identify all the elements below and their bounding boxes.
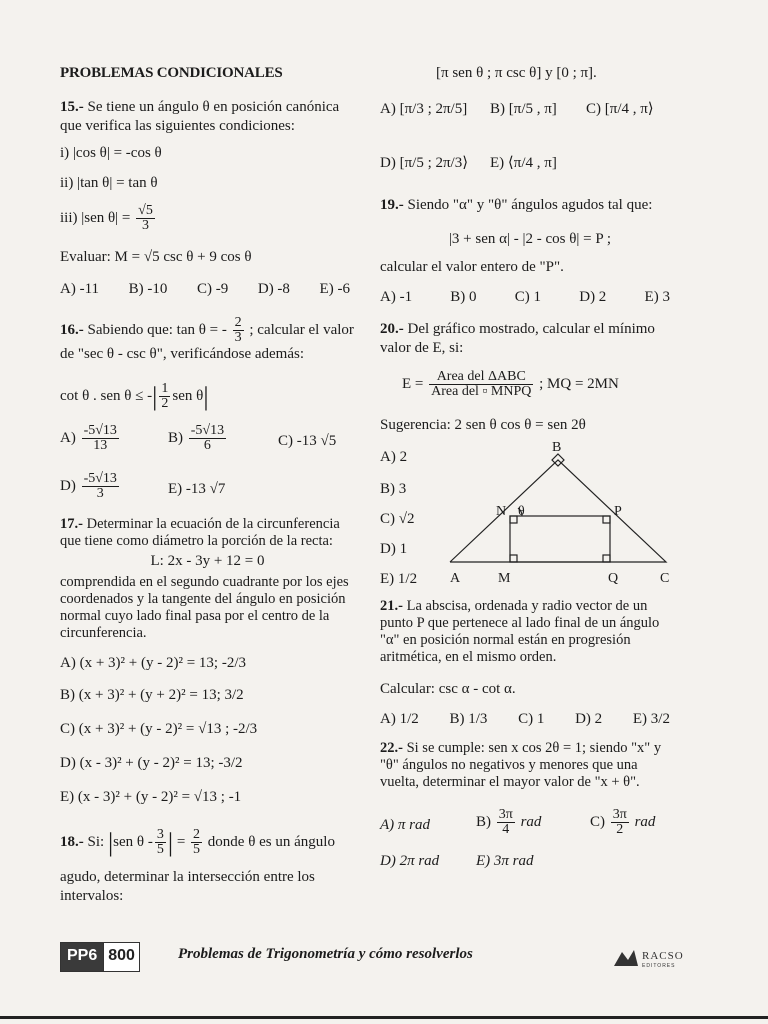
problem-19: 19.- Siendo "α" y "θ" ángulos agudos tal que: (380, 197, 653, 213)
option-b: B) $\frac{-5√13}{6}$ (168, 423, 225, 453)
hint: Sugerencia: 2 sen θ cos θ = sen 2θ (380, 417, 586, 433)
book-title: Problemas de Trigonometría y cómo resolverlos (178, 946, 473, 962)
option-e: E) (x - 3)² + (y - 2)² = √13 ; -1 (60, 789, 242, 805)
options-15 (60, 280, 350, 299)
option-b: B) 1/3 (449, 711, 488, 727)
problem-22: 22.- Si se cumple: sen x cos 2θ = 1; siendo "x" y "θ" ángulos no negativos y menores que una vuelta, determinar el mayor valor de "x + θ". (380, 740, 662, 790)
option-d: D) -8 (257, 281, 290, 297)
problem-16: 16.- Sabiendo que: tan θ = - $\frac{2}{3}$ ; calcular el valor de "sec θ - csc θ", verificándose además: (60, 315, 354, 362)
option-e: E) 3π rad (476, 853, 534, 869)
option-d: D) 2 (575, 711, 603, 727)
option-c: C) 1 (514, 289, 542, 305)
formula-E: E = $\frac{\text{Area del ΔABC}}{\text{Area del ▫ MNPQ}}$ ; MQ = 2MN (402, 369, 619, 399)
evaluate-line: Evaluar: M = √5 csc θ + 9 cos θ (60, 249, 252, 265)
option-d: D) 2π rad (380, 853, 440, 869)
problem-20: 20.- Del gráfico mostrado, calcular el mínimo valor de E, si: (380, 321, 655, 356)
problem-15 (60, 98, 355, 136)
option-b: B) 3 (380, 481, 407, 497)
option-b: B) -10 (128, 281, 168, 297)
triangle-figure (444, 440, 680, 590)
page-badge (60, 942, 140, 972)
option-b: B) (x + 3)² + (y + 2)² = 13; 3/2 (60, 687, 244, 703)
option-c: C) [π/4 , π⟩ (586, 101, 654, 117)
scan-edge-line (0, 1016, 768, 1019)
condition-2: ii) |tan θ| = tan θ (60, 175, 158, 191)
intervals: [π sen θ ; π csc θ] y [0 ; π]. (436, 65, 597, 81)
option-a: A) π rad (380, 817, 431, 833)
problem-21: 21.- La abscisa, ordenada y radio vector de un punto P que pertenece al lado final de un ángulo "α" en posición normal están en progresión aritmética, en el mismo orden. (380, 598, 660, 665)
option-e: E) 1/2 (380, 571, 418, 587)
condition-1: i) |cos θ| = -cos θ (60, 145, 162, 161)
page-number: 800 (103, 943, 139, 971)
option-a: A) -11 (60, 281, 100, 297)
option-a: A) 1/2 (380, 711, 419, 727)
problem-number: 21.- (380, 598, 403, 614)
badge-code: PP6 (61, 943, 103, 971)
problem-17-text2: comprendida en el segundo cuadrante por los ejes coordenados y la tangente del ángulo en posición normal cuyo lado final pasa por el centro de la circunferencia. (60, 574, 349, 641)
option-d: D) [π/5 ; 2π/3⟩ (380, 155, 469, 171)
option-a: A) [π/3 ; 2π/5] (380, 101, 468, 117)
problem-number: 22.- (380, 740, 403, 756)
line-equation: L: 2x - 3y + 12 = 0 (150, 553, 265, 569)
option-e: E) ⟨π/4 , π] (490, 155, 557, 171)
option-c: C) -13 √5 (278, 433, 337, 449)
option-c: C) $\frac{3\pi}{2}$ rad (590, 807, 656, 837)
section-title: PROBLEMAS CONDICIONALES (60, 65, 283, 81)
calc-21: Calcular: csc α - cot α. (380, 681, 516, 697)
problem-number: 15.- (60, 99, 84, 115)
problem-17: 17.- Determinar la ecuación de la circunferencia que tiene como diámetro la porción de la recta: (60, 516, 340, 549)
condition-16: cot θ . sen θ ≤ -| $\frac{1}{2}$ sen θ| (60, 381, 209, 411)
option-a: A) (x + 3)² + (y - 2)² = 13; -2/3 (60, 655, 247, 671)
option-b: B) 0 (450, 289, 477, 305)
fraction: $\frac{2}{3}$ (234, 315, 242, 345)
option-e: E) 3/2 (632, 711, 670, 727)
option-d: D) $\frac{-5√13}{3}$ (60, 471, 117, 501)
label-B: B (552, 440, 562, 455)
option-a: A) $\frac{-5√13}{13}$ (60, 423, 117, 453)
problem-number: 18.- (60, 833, 84, 850)
problem-number: 20.- (380, 321, 404, 337)
label-theta: θ (518, 504, 525, 519)
problem-text: Se tiene un ángulo θ en posición canónica que verifica las siguientes condiciones: (60, 99, 340, 134)
svg-text:RACSO: RACSO (642, 950, 684, 962)
label-N: N (496, 504, 507, 519)
option-e: E) -13 √7 (168, 481, 226, 497)
problem-number: 16.- (60, 321, 84, 338)
option-d: D) (x - 3)² + (y - 2)² = 13; -3/2 (60, 755, 243, 771)
option-d: D) 1 (380, 541, 408, 557)
option-c: C) 1 (518, 711, 545, 727)
option-c: C) √2 (380, 511, 415, 527)
fraction: $\frac{√5}{3}$ (138, 203, 153, 233)
problem-number: 19.- (380, 197, 404, 213)
problem-18-text2: agudo, determinar la intersección entre los intervalos: (60, 869, 315, 904)
option-e: E) 3 (644, 289, 670, 305)
problem-19-text2: calcular el valor entero de "P". (380, 259, 564, 275)
condition-3: iii) |sen θ| = $\frac{√5}{3}$ (60, 203, 153, 233)
label-A: A (450, 571, 461, 586)
option-c: C) -9 (197, 281, 229, 297)
option-c: C) (x + 3)² + (y - 2)² = √13 ; -2/3 (60, 721, 258, 737)
equation-19: |3 + sen α| - |2 - cos θ| = P ; (448, 231, 612, 247)
label-C: C (660, 571, 670, 586)
options-19 (380, 288, 670, 307)
triangle-abc (450, 460, 666, 562)
option-b: B) $\frac{3\pi}{4}$ rad (476, 807, 542, 837)
publisher-logo (612, 946, 704, 970)
svg-text:EDITORES: EDITORES (642, 963, 676, 969)
problem-18: 18.- Si: |sen θ - $\frac{3}{5}$ | = $\frac{2}{5}$ donde θ es un ángulo (60, 827, 335, 857)
label-Q: Q (608, 571, 619, 586)
problem-number: 17.- (60, 516, 83, 532)
label-P: P (614, 504, 622, 519)
label-M: M (498, 571, 511, 586)
options-21 (380, 710, 670, 729)
option-a: A) 2 (380, 449, 408, 465)
option-e: E) -6 (319, 281, 350, 297)
rectangle-mnpq (510, 516, 610, 562)
page-footer (60, 942, 700, 970)
option-a: A) -1 (380, 289, 413, 305)
option-d: D) 2 (579, 289, 607, 305)
option-b: B) [π/5 , π] (490, 101, 557, 117)
